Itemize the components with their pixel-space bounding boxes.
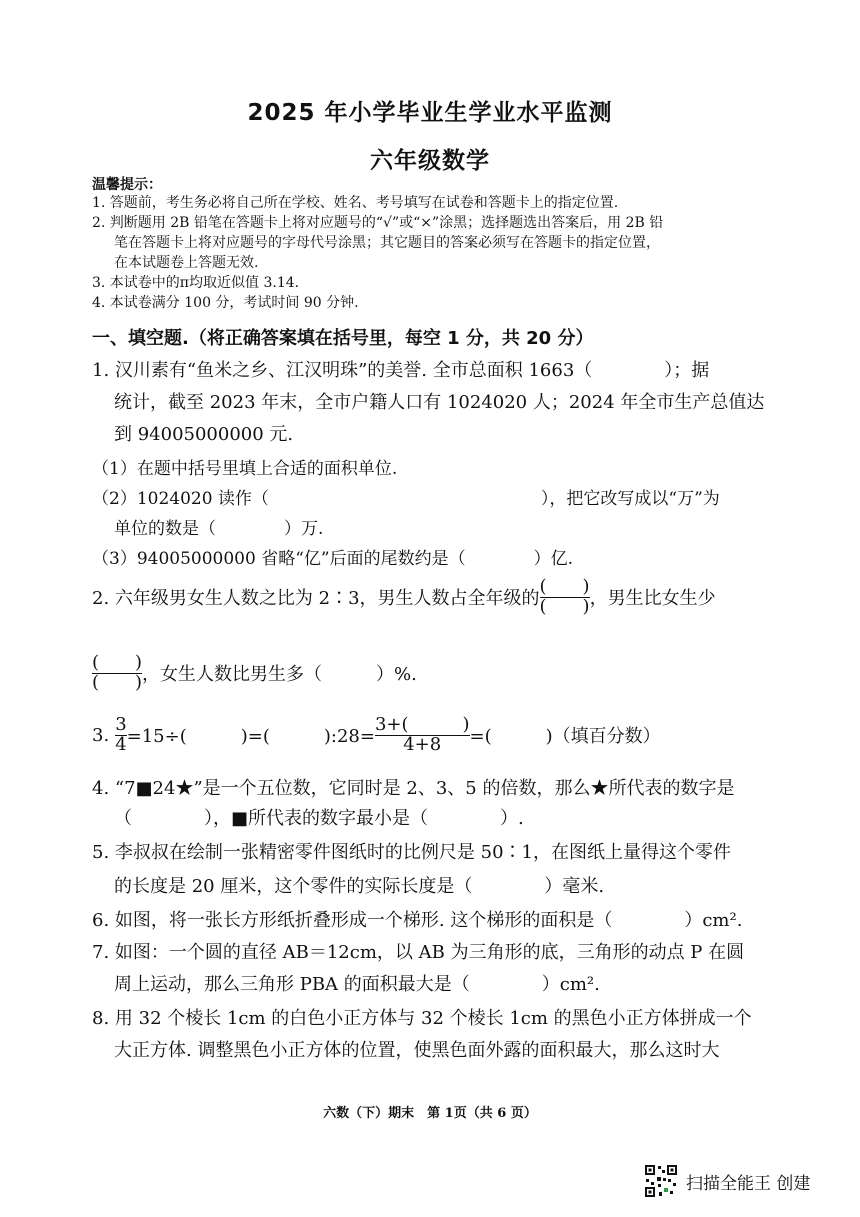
- page-footer: 六数（下）期末 第 1页（共 6 页）: [323, 1106, 537, 1121]
- question-1-sub: 单位的数是（ ）万.: [114, 519, 324, 539]
- tips-heading: 温馨提示：: [92, 177, 162, 193]
- fraction-denominator: ( ): [539, 595, 590, 617]
- question-7-line: 周上运动，那么三角形 PBA 的面积最大是（ ）cm².: [114, 974, 600, 995]
- exam-title: 2025 年小学毕业生学业水平监测: [247, 100, 613, 126]
- fraction-expression: [375, 716, 470, 755]
- question-8-line: 大正方体. 调整黑色小正方体的位置，使黑色面外露的面积最大，那么这时大: [114, 1040, 720, 1061]
- blank-fraction: [92, 654, 142, 693]
- question-6-line: 6. 如图，将一张长方形纸折叠形成一个梯形. 这个梯形的面积是（ ）cm².: [92, 910, 743, 931]
- question-2-line: [92, 654, 417, 693]
- fraction-denominator: 4: [115, 733, 127, 755]
- question-2-text: ，女生人数比男生多（ ）%.: [142, 664, 417, 686]
- question-2-text: 2. 六年级男女生人数之比为 2∶3，男生人数占全年级的: [92, 588, 540, 610]
- question-3-line: [92, 716, 661, 755]
- question-4-line: （ ），■所代表的数字最小是（ ）.: [114, 808, 524, 829]
- question-2-line: [92, 578, 716, 617]
- question-1-line: 统计，截至 2023 年末，全市户籍人口有 1024020 人；2024 年全市生产总值达: [114, 392, 765, 413]
- question-1-sub: （1）在题中括号里填上合适的面积单位.: [92, 459, 398, 479]
- fraction-numerator: ( ): [92, 652, 143, 673]
- fraction-denominator: ( ): [92, 671, 143, 693]
- fraction-numerator: 3+( ): [374, 714, 470, 735]
- question-7-line: 7. 如图：一个圆的直径 AB＝12cm，以 AB 为三角形的底，三角形的动点 P 在圆: [92, 942, 745, 963]
- question-1-line: 1. 汉川素有“鱼米之乡、江汉明珠”的美誉. 全市总面积 1663（ ）；据: [92, 360, 710, 381]
- question-3-label: 3.: [92, 724, 110, 746]
- tip-line: 3. 本试卷中的π均取近似值 3.14.: [92, 275, 300, 291]
- fraction-3-4: [115, 716, 126, 755]
- qr-code-icon: [644, 1164, 678, 1198]
- tip-line: 笔在答题卡上将对应题号的字母代号涂黑；其它题目的答案必须写在答题卡的指定位置，: [114, 235, 660, 251]
- tip-line: 1. 答题前，考生务必将自己所在学校、姓名、考号填写在试卷和答题卡上的指定位置.: [92, 195, 619, 211]
- question-5-line: 5. 李叔叔在绘制一张精密零件图纸时的比例尺是 50∶1，在图纸上量得这个零件: [92, 842, 731, 863]
- question-8-line: 8. 用 32 个棱长 1cm 的白色小正方体与 32 个棱长 1cm 的黑色小正方体拼成一个: [92, 1008, 752, 1029]
- tip-line: 2. 判断题用 2B 铅笔在答题卡上将对应题号的“√”或“×”涂黑；选择题选出答案后，用 2B 铅: [92, 215, 664, 231]
- fraction-numerator: ( ): [539, 576, 590, 597]
- fraction-numerator: 3: [115, 714, 127, 735]
- question-1-line: 到 94005000000 元.: [114, 424, 294, 445]
- section-heading: 一、填空题.（将正确答案填在括号里，每空 1 分，共 20 分）: [92, 328, 594, 349]
- tip-line: 在本试题卷上答题无效.: [114, 255, 259, 271]
- question-5-line: 的长度是 20 厘米，这个零件的实际长度是（ ）毫米.: [114, 876, 605, 897]
- question-3-text: =15÷( )=( ):28=: [126, 726, 375, 748]
- question-4-line: 4. “7■24★”是一个五位数，它同时是 2、3、5 的倍数，那么★所代表的数字是: [92, 778, 735, 799]
- question-1-sub: （3）94005000000 省略“亿”后面的尾数约是（ ）亿.: [92, 549, 573, 569]
- watermark-text: 扫描全能王 创建: [686, 1173, 811, 1194]
- blank-fraction: [540, 578, 590, 617]
- tip-line: 4. 本试卷满分 100 分，考试时间 90 分钟.: [92, 295, 359, 311]
- question-3-text: =( )（填百分数）: [469, 726, 661, 748]
- scanner-watermark: [644, 1164, 810, 1198]
- question-2-text: ，男生比女生少: [589, 588, 716, 610]
- fraction-denominator: 4+8: [403, 733, 442, 755]
- exam-subtitle: 六年级数学: [370, 148, 490, 174]
- question-1-sub: （2）1024020 读作（ ），把它改写成以“万”为: [92, 489, 720, 509]
